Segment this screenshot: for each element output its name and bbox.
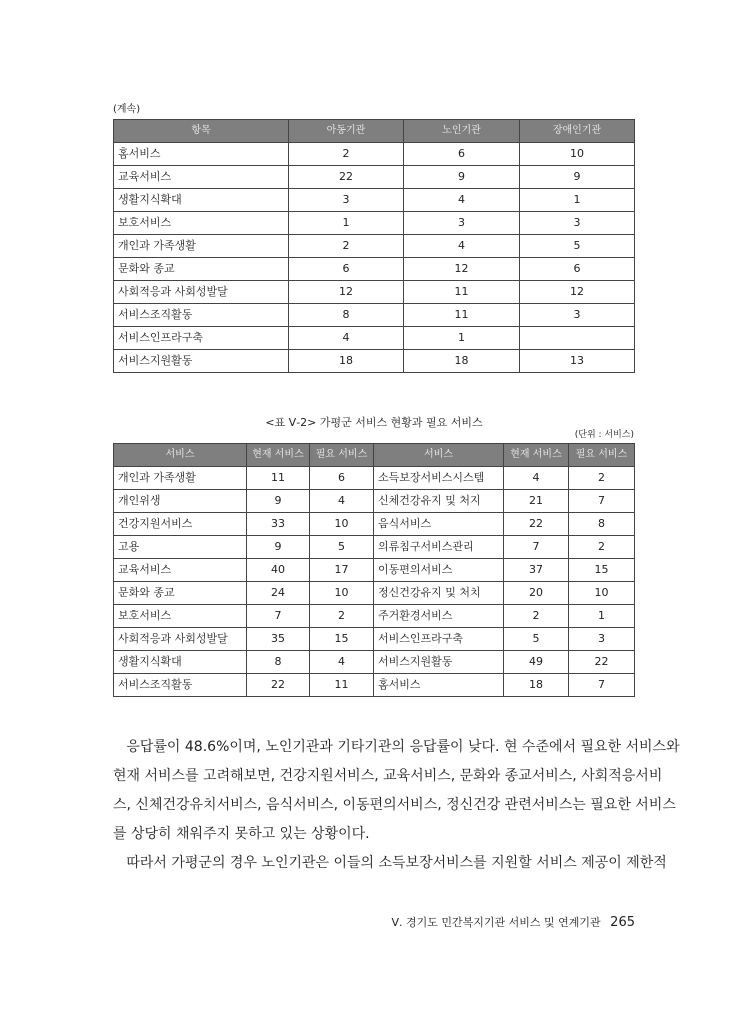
value-cell (520, 327, 635, 350)
row-label-cell: 문화와 종교 (114, 258, 289, 281)
column-header: 서비스 (374, 444, 504, 467)
value-cell: 7 (504, 536, 569, 559)
value-cell: 10 (569, 582, 635, 605)
value-cell: 11 (247, 467, 310, 490)
value-cell: 3 (520, 212, 635, 235)
value-cell: 10 (310, 582, 374, 605)
value-cell: 6 (404, 143, 520, 166)
value-cell: 3 (289, 189, 404, 212)
table-unit: (단위 : 서비스) (574, 430, 634, 440)
row-label-cell: 정신건강유지 및 처치 (374, 582, 504, 605)
page-footer (392, 914, 635, 930)
value-cell: 9 (520, 166, 635, 189)
value-cell: 11 (404, 304, 520, 327)
column-header: 필요 서비스 (310, 444, 374, 467)
row-label-cell: 사회적응과 사회성발달 (114, 628, 247, 651)
value-cell: 2 (569, 536, 635, 559)
column-header: 장애인기관 (520, 120, 635, 143)
table-row (114, 327, 635, 350)
row-label-cell: 생활지식확대 (114, 189, 289, 212)
value-cell: 4 (310, 651, 374, 674)
value-cell: 8 (569, 513, 635, 536)
column-header: 아동기관 (289, 120, 404, 143)
value-cell: 8 (289, 304, 404, 327)
row-label-cell: 개인위생 (114, 490, 247, 513)
row-label-cell: 서비스조직활동 (114, 304, 289, 327)
value-cell: 37 (504, 559, 569, 582)
row-label-cell: 주거환경서비스 (374, 605, 504, 628)
value-cell: 3 (520, 304, 635, 327)
table-row (114, 258, 635, 281)
row-label-cell: 교육서비스 (114, 559, 247, 582)
row-label-cell: 보호서비스 (114, 605, 247, 628)
value-cell: 7 (247, 605, 310, 628)
row-label-cell: 생활지식확대 (114, 651, 247, 674)
row-label-cell: 고용 (114, 536, 247, 559)
value-cell: 22 (569, 651, 635, 674)
value-cell: 2 (289, 143, 404, 166)
institution-service-table (113, 119, 635, 373)
row-label-cell: 의류침구서비스관리 (374, 536, 504, 559)
value-cell: 6 (310, 467, 374, 490)
value-cell: 5 (310, 536, 374, 559)
value-cell: 1 (289, 212, 404, 235)
value-cell: 10 (310, 513, 374, 536)
row-label-cell: 홈서비스 (374, 674, 504, 697)
value-cell: 6 (520, 258, 635, 281)
value-cell: 4 (404, 189, 520, 212)
continued-note: (계속) (113, 104, 141, 115)
table-row (114, 350, 635, 373)
value-cell: 6 (289, 258, 404, 281)
row-label-cell: 개인과 가족생활 (114, 235, 289, 258)
table-row (114, 281, 635, 304)
table-row (114, 605, 635, 628)
value-cell: 49 (504, 651, 569, 674)
value-cell: 9 (247, 536, 310, 559)
column-header: 항목 (114, 120, 289, 143)
table-row (114, 467, 635, 490)
value-cell: 5 (520, 235, 635, 258)
row-label-cell: 개인과 가족생활 (114, 467, 247, 490)
value-cell: 8 (247, 651, 310, 674)
value-cell: 1 (520, 189, 635, 212)
row-label-cell: 보호서비스 (114, 212, 289, 235)
value-cell: 15 (310, 628, 374, 651)
table-row (114, 490, 635, 513)
value-cell: 4 (504, 467, 569, 490)
value-cell: 2 (289, 235, 404, 258)
row-label-cell: 소득보장서비스시스템 (374, 467, 504, 490)
table-row (114, 166, 635, 189)
paragraph-line: 응답률이 48.6%이며, 노인기관과 기타기관의 응답률이 낮다. 현 수준에서 필요한 서비스와 (113, 739, 680, 755)
paragraph-line: 스, 신체건강유치서비스, 음식서비스, 이동편의서비스, 정신건강 관련서비스는 필요한 서비스 (113, 797, 676, 813)
table-row (114, 143, 635, 166)
value-cell: 3 (404, 212, 520, 235)
value-cell: 7 (569, 490, 635, 513)
value-cell: 9 (247, 490, 310, 513)
value-cell: 2 (310, 605, 374, 628)
value-cell: 22 (504, 513, 569, 536)
row-label-cell: 신체건강유지 및 처지 (374, 490, 504, 513)
table-header-row (114, 444, 635, 467)
value-cell: 11 (404, 281, 520, 304)
table-row (114, 513, 635, 536)
value-cell: 33 (247, 513, 310, 536)
table-row (114, 559, 635, 582)
value-cell: 18 (504, 674, 569, 697)
column-header: 필요 서비스 (569, 444, 635, 467)
gapyeong-service-table (113, 443, 635, 697)
value-cell: 15 (569, 559, 635, 582)
value-cell: 7 (569, 674, 635, 697)
row-label-cell: 사회적응과 사회성발달 (114, 281, 289, 304)
paragraph-line: 따라서 가평군의 경우 노인기관은 이들의 소득보장서비스를 지원할 서비스 제공이 제한적 (113, 855, 667, 871)
value-cell: 24 (247, 582, 310, 605)
column-header: 현재 서비스 (247, 444, 310, 467)
table-row (114, 582, 635, 605)
row-label-cell: 교육서비스 (114, 166, 289, 189)
table-row (114, 536, 635, 559)
value-cell: 2 (504, 605, 569, 628)
table-row (114, 628, 635, 651)
value-cell: 40 (247, 559, 310, 582)
column-header: 노인기관 (404, 120, 520, 143)
row-label-cell: 홈서비스 (114, 143, 289, 166)
value-cell: 13 (520, 350, 635, 373)
value-cell: 21 (504, 490, 569, 513)
row-label-cell: 서비스지원활동 (374, 651, 504, 674)
value-cell: 20 (504, 582, 569, 605)
value-cell: 4 (404, 235, 520, 258)
page-number: 265 (610, 915, 635, 930)
table-row (114, 304, 635, 327)
paragraph-line: 현재 서비스를 고려해보면, 건강지원서비스, 교육서비스, 문화와 종교서비스, 사회적응서비 (113, 768, 663, 784)
value-cell: 17 (310, 559, 374, 582)
row-label-cell: 서비스인프라구축 (114, 327, 289, 350)
value-cell: 10 (520, 143, 635, 166)
row-label-cell: 음식서비스 (374, 513, 504, 536)
value-cell: 22 (289, 166, 404, 189)
body-paragraph (113, 733, 680, 878)
column-header: 서비스 (114, 444, 247, 467)
table-row (114, 212, 635, 235)
value-cell: 3 (569, 628, 635, 651)
value-cell: 18 (404, 350, 520, 373)
row-label-cell: 이동편의서비스 (374, 559, 504, 582)
column-header: 현재 서비스 (504, 444, 569, 467)
row-label-cell: 건강지원서비스 (114, 513, 247, 536)
value-cell: 18 (289, 350, 404, 373)
value-cell: 5 (504, 628, 569, 651)
table-row (114, 235, 635, 258)
value-cell: 9 (404, 166, 520, 189)
value-cell: 12 (404, 258, 520, 281)
value-cell: 22 (247, 674, 310, 697)
table-caption: <표 Ⅴ-2> 가평군 서비스 현황과 필요 서비스 (265, 416, 483, 429)
table-header-row (114, 120, 635, 143)
value-cell: 12 (520, 281, 635, 304)
value-cell: 12 (289, 281, 404, 304)
table-row (114, 674, 635, 697)
row-label-cell: 서비스조직활동 (114, 674, 247, 697)
table-row (114, 651, 635, 674)
chapter-title: Ⅴ. 경기도 민간복지기관 서비스 및 연계기관 (391, 916, 601, 929)
value-cell: 4 (310, 490, 374, 513)
table-row (114, 189, 635, 212)
value-cell: 2 (569, 467, 635, 490)
paragraph-line: 를 상당히 채워주지 못하고 있는 상황이다. (113, 826, 370, 842)
value-cell: 1 (569, 605, 635, 628)
row-label-cell: 문화와 종교 (114, 582, 247, 605)
value-cell: 4 (289, 327, 404, 350)
row-label-cell: 서비스지원활동 (114, 350, 289, 373)
value-cell: 35 (247, 628, 310, 651)
value-cell: 1 (404, 327, 520, 350)
row-label-cell: 서비스인프라구축 (374, 628, 504, 651)
value-cell: 11 (310, 674, 374, 697)
